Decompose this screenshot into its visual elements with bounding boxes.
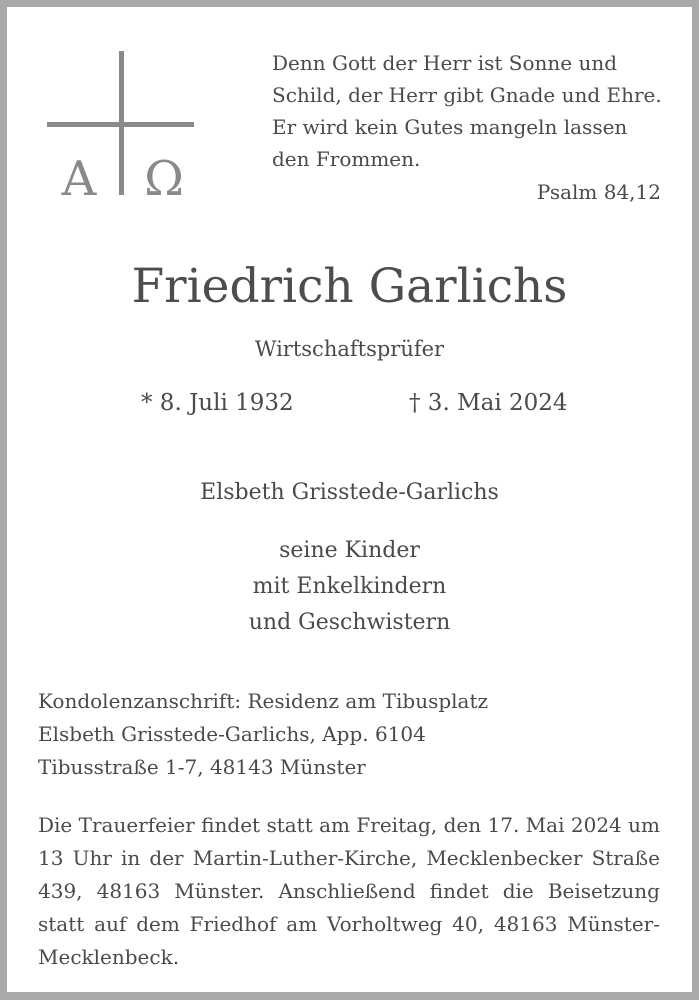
bible-verse — [272, 47, 672, 175]
address-line: Tibusstraße 1-7, 48143 Münster — [38, 755, 366, 779]
death-date: † 3. Mai 2024 — [409, 390, 568, 416]
alpha-letter: Α — [61, 151, 97, 207]
obituary-card — [7, 7, 692, 992]
verse-line: Schild, der Herr gibt Gnade und Ehre. — [272, 83, 662, 107]
funeral-ceremony-text: Die Trauerfeier findet statt am Freitag, den 17. Mai 2024 um 13 Uhr in der Martin-Luther-Kirche, Mecklenbecker Straße 439, 48163 Münster. Anschließend findet die Beisetzung statt auf dem Friedhof am Vorholtweg 40, 48163 Münster-Mecklenbeck. — [38, 813, 660, 969]
deceased-profession: Wirtschaftsprüfer — [254, 337, 445, 361]
verse-line: Er wird kein Gutes mangeln lassen — [272, 115, 628, 139]
mourners-list — [7, 475, 692, 641]
address-line: Kondolenzanschrift: Residenz am Tibusplatz — [38, 689, 489, 713]
mourner-line: und Geschwistern — [248, 610, 451, 635]
deceased-name: Friedrich Garlichs — [131, 259, 568, 314]
cross-horizontal-bar — [47, 122, 194, 127]
condolence-address — [38, 685, 488, 784]
mourner-line: seine Kinder — [279, 538, 420, 563]
mourner-line: mit Enkelkindern — [252, 574, 447, 599]
birth-date: * 8. Juli 1932 — [141, 390, 294, 416]
verse-reference: Psalm 84,12 — [536, 180, 661, 204]
verse-line: Denn Gott der Herr ist Sonne und — [272, 51, 618, 75]
address-line: Elsbeth Grisstede-Garlichs, App. 6104 — [38, 722, 426, 746]
cross-alpha-omega-icon — [7, 7, 207, 207]
verse-line: den Frommen. — [272, 147, 421, 171]
mourner-spouse: Elsbeth Grisstede-Garlichs — [200, 480, 499, 505]
omega-letter: Ω — [144, 151, 184, 207]
